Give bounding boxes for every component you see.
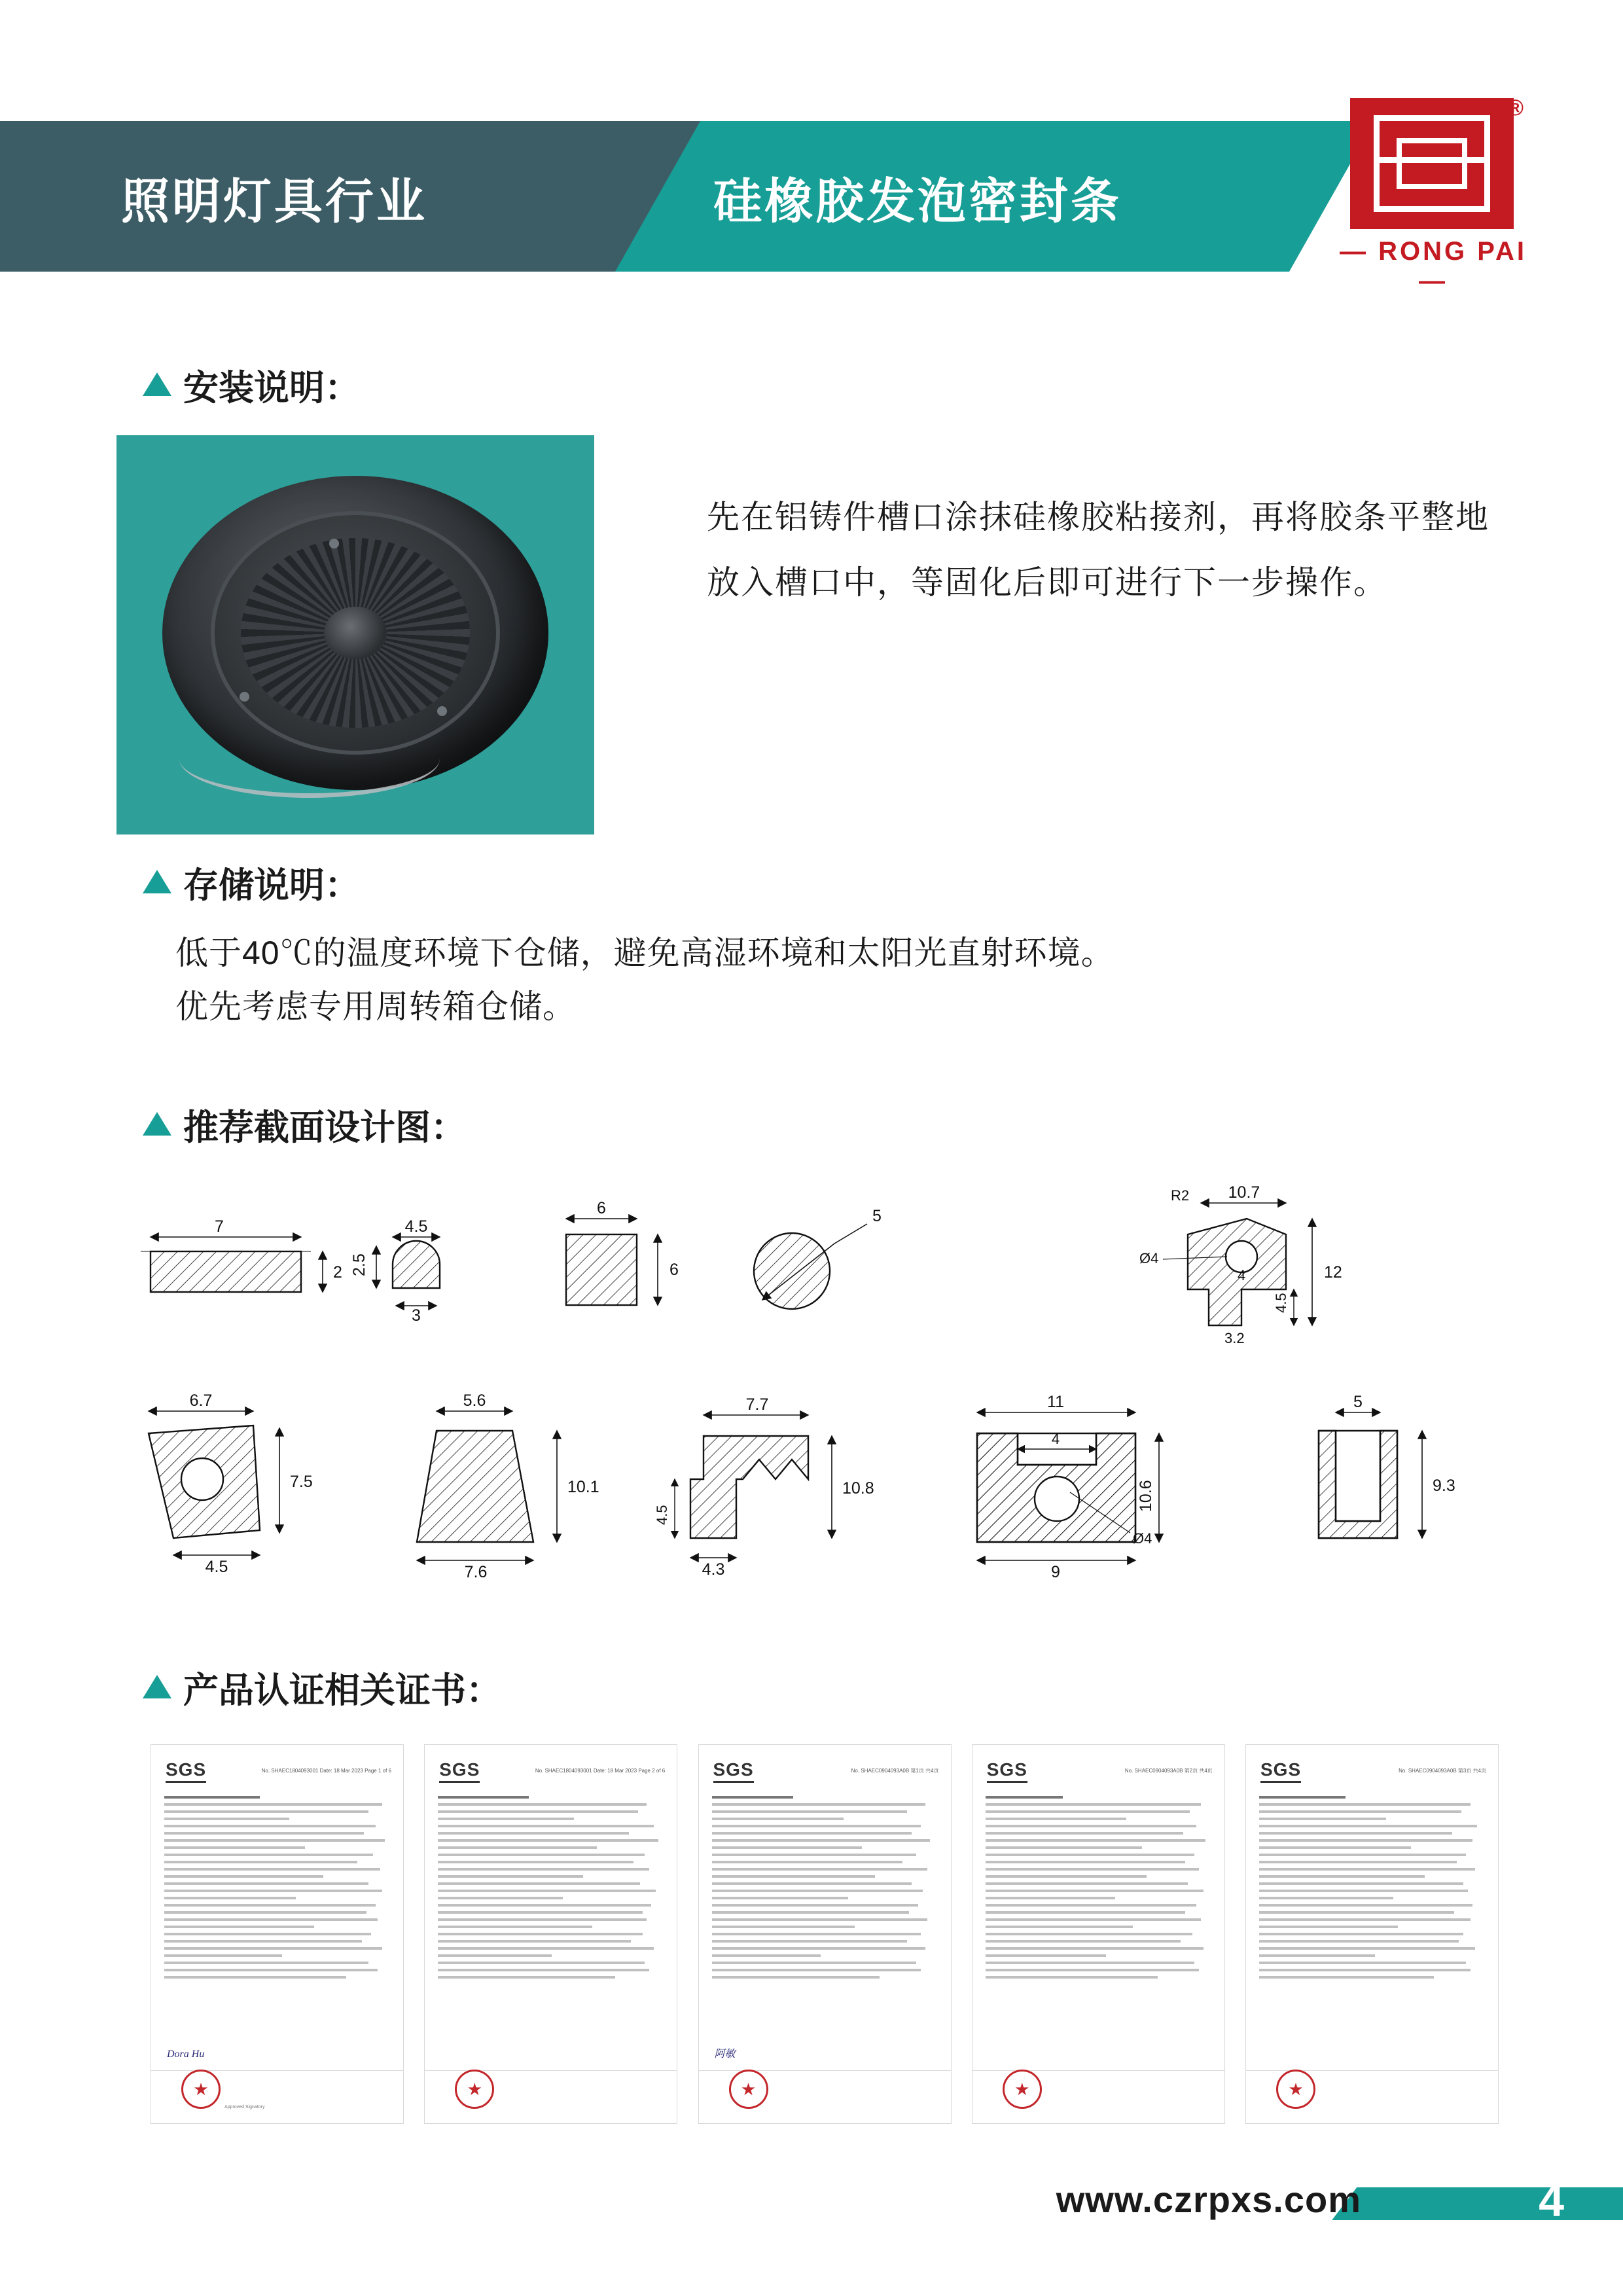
certificate-signature: Dora Hu: [167, 2049, 205, 2060]
svg-text:12: 12: [1324, 1263, 1342, 1282]
svg-text:2: 2: [333, 1263, 342, 1282]
storage-line-2: 优先考虑专用周转箱仓储。: [175, 988, 576, 1025]
certs-heading-label: 产品认证相关证书：: [183, 1671, 501, 1710]
sgs-logo: SGS: [987, 1759, 1027, 1780]
svg-text:4: 4: [1051, 1431, 1060, 1447]
certificate-meta: No. SHAEC0904093A0B 第2页 共4页: [1124, 1768, 1213, 1774]
profile-d-4.5: [350, 1217, 440, 1325]
certificate-footer: [151, 2070, 403, 2118]
svg-text:6: 6: [597, 1199, 606, 1217]
section-heading-certs: [143, 1662, 501, 1713]
svg-text:6: 6: [669, 1261, 679, 1279]
svg-text:7: 7: [215, 1217, 224, 1236]
star-stamp-icon: ★: [181, 2070, 221, 2109]
storage-line-1: 低于40℃的温度环境下仓储，避免高湿环境和太阳光直射环境。: [175, 935, 1115, 971]
certificate-footer: [699, 2070, 951, 2118]
svg-text:4: 4: [1238, 1267, 1246, 1283]
svg-text:10.1: 10.1: [567, 1478, 599, 1496]
triangle-bullet-icon: [143, 1112, 171, 1136]
triangle-bullet-icon: [143, 1675, 171, 1698]
footer-website-url[interactable]: www.czrpxs.com: [1056, 2179, 1361, 2220]
svg-text:10.8: 10.8: [842, 1479, 874, 1498]
svg-text:7.5: 7.5: [290, 1473, 313, 1491]
section-heading-install: [143, 360, 360, 410]
install-heading-label: 安装说明：: [183, 368, 360, 408]
profile-channel-5: [1319, 1393, 1455, 1538]
profile-rect-7x2: [141, 1217, 342, 1292]
certificate-footer-text: Approved Signatory: [224, 2105, 265, 2109]
star-stamp-icon: ★: [455, 2070, 494, 2109]
storage-body: [175, 926, 1471, 1033]
company-logo: [1332, 98, 1535, 295]
certificate-thumbnail[interactable]: [151, 1744, 404, 2124]
svg-text:7.7: 7.7: [745, 1395, 769, 1414]
sgs-logo: SGS: [713, 1759, 754, 1780]
certificate-meta: No. SHAEC0904093A0B 第3页 共4页: [1399, 1768, 1486, 1774]
svg-text:9: 9: [1051, 1563, 1060, 1581]
triangle-bullet-icon: [143, 372, 171, 396]
svg-text:3.2: 3.2: [1224, 1330, 1245, 1346]
certificate-meta: No. SHAEC0904093A0B 第1页 共4页: [851, 1768, 939, 1774]
svg-text:10.7: 10.7: [1228, 1183, 1260, 1202]
logo-mark-icon: [1350, 98, 1514, 229]
header-title-right: 硅橡胶发泡密封条: [713, 174, 1122, 228]
sgs-logo: SGS: [166, 1759, 206, 1780]
profile-trapezoid-hole-6.7: [149, 1391, 313, 1576]
profile-u-11: [977, 1393, 1159, 1581]
profiles-heading-label: 推荐截面设计图：: [183, 1108, 466, 1147]
certificate-thumbnail[interactable]: [1245, 1744, 1499, 2124]
svg-text:R2: R2: [1171, 1187, 1190, 1204]
certificate-body-lines: [1259, 1796, 1486, 1983]
sgs-logo: SGS: [1260, 1759, 1301, 1780]
section-heading-profiles: [143, 1100, 466, 1150]
svg-text:Ø4: Ø4: [1139, 1250, 1159, 1266]
svg-text:4.5: 4.5: [205, 1558, 228, 1576]
svg-text:4.3: 4.3: [702, 1560, 725, 1579]
svg-text:2.5: 2.5: [350, 1253, 368, 1276]
svg-text:6.7: 6.7: [189, 1391, 213, 1410]
certificate-footer: [972, 2070, 1224, 2118]
svg-text:5: 5: [1353, 1393, 1363, 1411]
registered-trademark-icon: ®: [1507, 96, 1524, 120]
certificate-body-lines: [164, 1796, 391, 1983]
svg-text:Ø4: Ø4: [1133, 1530, 1152, 1547]
svg-text:5.6: 5.6: [463, 1391, 486, 1410]
certificate-meta: No. SHAEC1804093001 Date: 18 Mar 2023 Page 2 of 6: [535, 1768, 666, 1774]
header-title-left: 照明灯具行业: [121, 174, 427, 228]
sgs-logo: SGS: [439, 1759, 480, 1780]
svg-text:7.6: 7.6: [464, 1563, 488, 1581]
star-stamp-icon: ★: [1003, 2070, 1042, 2109]
profile-square-6x6: [566, 1199, 679, 1305]
profile-drawings-grid: [115, 1172, 1508, 1636]
page-footer: [0, 2173, 1623, 2233]
profile-circle-5: [754, 1207, 882, 1309]
profile-fin-7.7: [654, 1395, 874, 1579]
profile-t-10.7: [1139, 1183, 1342, 1346]
page-number: 4: [1539, 2175, 1564, 2226]
install-body-text: 先在铝铸件槽口涂抹硅橡胶粘接剂，再将胶条平整地放入槽口中，等固化后即可进行下一步操作。: [707, 499, 1489, 601]
certificate-footer: [425, 2070, 677, 2118]
lamp-image: [162, 476, 548, 790]
svg-text:4.5: 4.5: [654, 1505, 670, 1525]
svg-text:9.3: 9.3: [1433, 1477, 1455, 1495]
certificate-meta: No. SHAEC1804093001 Date: 18 Mar 2023 Page 1 of 6: [261, 1768, 391, 1774]
certificate-thumbnail[interactable]: [698, 1744, 952, 2124]
star-stamp-icon: ★: [1276, 2070, 1315, 2109]
logo-brand-name: — RONG PAI —: [1340, 237, 1527, 295]
svg-text:4.5: 4.5: [404, 1217, 428, 1236]
svg-text:5: 5: [872, 1207, 882, 1225]
certificate-body-lines: [712, 1796, 939, 1983]
svg-text:11: 11: [1047, 1393, 1064, 1411]
star-stamp-icon: ★: [729, 2070, 768, 2109]
svg-text:4.5: 4.5: [1273, 1293, 1289, 1313]
certificate-thumbnail[interactable]: [972, 1744, 1225, 2124]
certificate-body-lines: [986, 1796, 1213, 1983]
certificate-gallery: [151, 1744, 1499, 2124]
certificate-signature: 阿敏: [714, 2049, 736, 2060]
install-photo: [116, 435, 594, 834]
certificate-body-lines: [438, 1796, 665, 1983]
storage-heading-label: 存储说明：: [183, 866, 360, 905]
section-heading-storage: [143, 857, 360, 908]
svg-text:10.6: 10.6: [1137, 1480, 1155, 1512]
svg-text:3: 3: [412, 1306, 421, 1325]
profile-trapezoid-5.6: [417, 1391, 599, 1581]
certificate-thumbnail[interactable]: [424, 1744, 677, 2124]
triangle-bullet-icon: [143, 870, 171, 893]
certificate-footer: [1246, 2070, 1498, 2118]
